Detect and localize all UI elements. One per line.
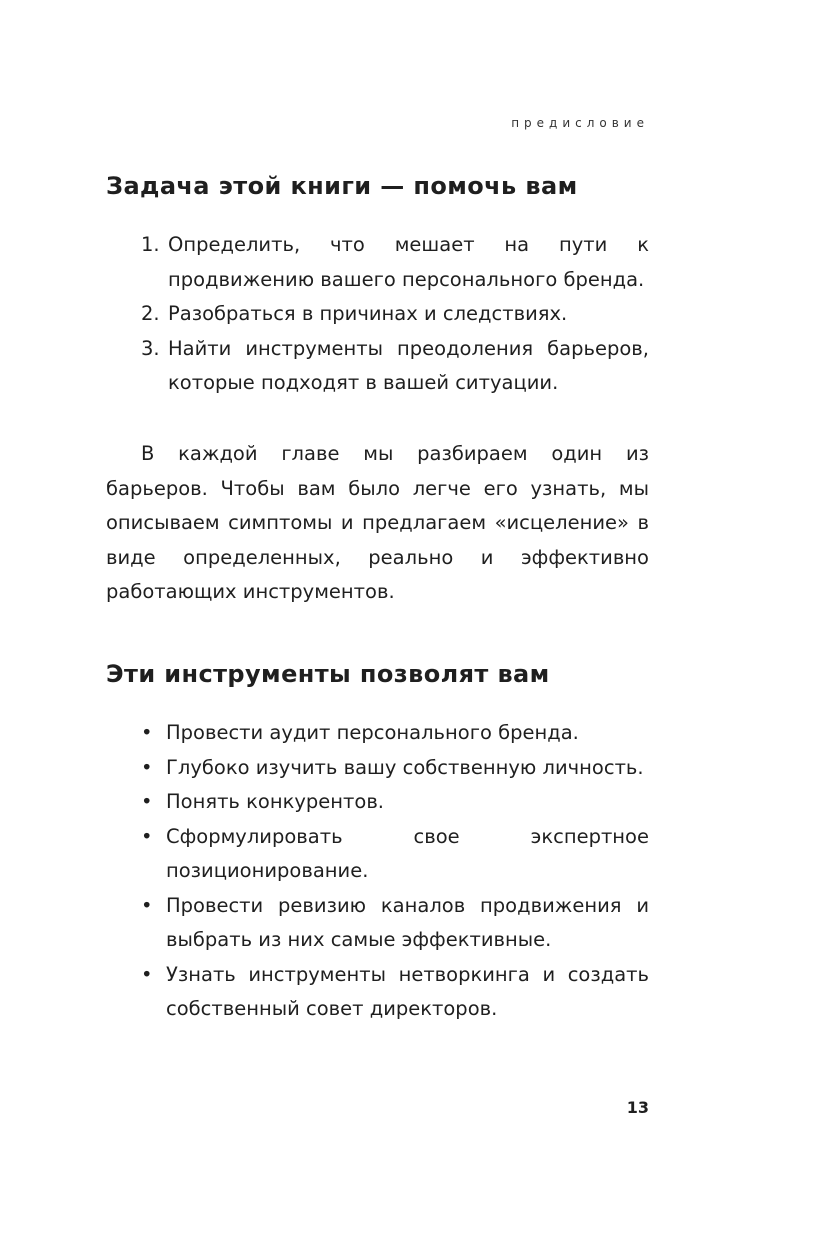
- list-item: [141, 889, 649, 958]
- bullet-icon: •: [141, 893, 153, 917]
- section-heading-goals: Задача этой книги — помочь вам: [106, 172, 578, 200]
- list-number: 1.: [141, 233, 160, 256]
- list-item: [141, 297, 649, 332]
- list-item-text: Узнать инструменты нетворкинга и создать собственный совет директоров.: [166, 962, 649, 1020]
- bullet-icon: •: [141, 755, 153, 779]
- list-item: [141, 332, 649, 401]
- list-item: [141, 751, 649, 786]
- bullet-list: [141, 716, 649, 1027]
- section-heading-tools: Эти инструменты позволят вам: [106, 660, 550, 688]
- list-item-text: Разобраться в причинах и следствиях.: [168, 302, 568, 325]
- page-number: 13: [626, 1098, 649, 1117]
- list-item: [141, 958, 649, 1027]
- bullet-icon: •: [141, 790, 153, 813]
- bullet-icon: •: [141, 824, 153, 848]
- numbered-list: [141, 228, 649, 401]
- list-item: [141, 716, 649, 751]
- list-item: [141, 785, 649, 820]
- list-item-text: Найти инструменты преодоления барьеров, которые подходят в вашей ситуации.: [168, 336, 649, 394]
- list-item-text: Понять конкурентов.: [166, 790, 385, 813]
- list-item: [141, 228, 649, 297]
- body-paragraph: В каждой главе мы разбираем один из барьеров. Чтобы вам было легче его узнать, мы описываем симптомы и предлагаем «исцеление» в виде определенных, реально и эффективно работающих инструментов.: [106, 442, 649, 603]
- bullet-icon: •: [141, 962, 153, 986]
- list-item: [141, 820, 649, 889]
- list-item-text: Глубоко изучить вашу собственную личность.: [166, 755, 644, 779]
- bullet-icon: •: [141, 721, 153, 744]
- list-item-text: Сформулировать свое экспертное позиционирование.: [166, 824, 649, 882]
- list-number: 2.: [141, 302, 160, 325]
- running-header: предисловие: [511, 116, 649, 130]
- list-item-text: Провести ревизию каналов продвижения и выбрать из них самые эффективные.: [166, 893, 649, 951]
- list-number: 3.: [141, 336, 160, 360]
- list-item-text: Определить, что мешает на пути к продвижению вашего персонального бренда.: [168, 233, 649, 291]
- list-item-text: Провести аудит персонального бренда.: [166, 721, 579, 744]
